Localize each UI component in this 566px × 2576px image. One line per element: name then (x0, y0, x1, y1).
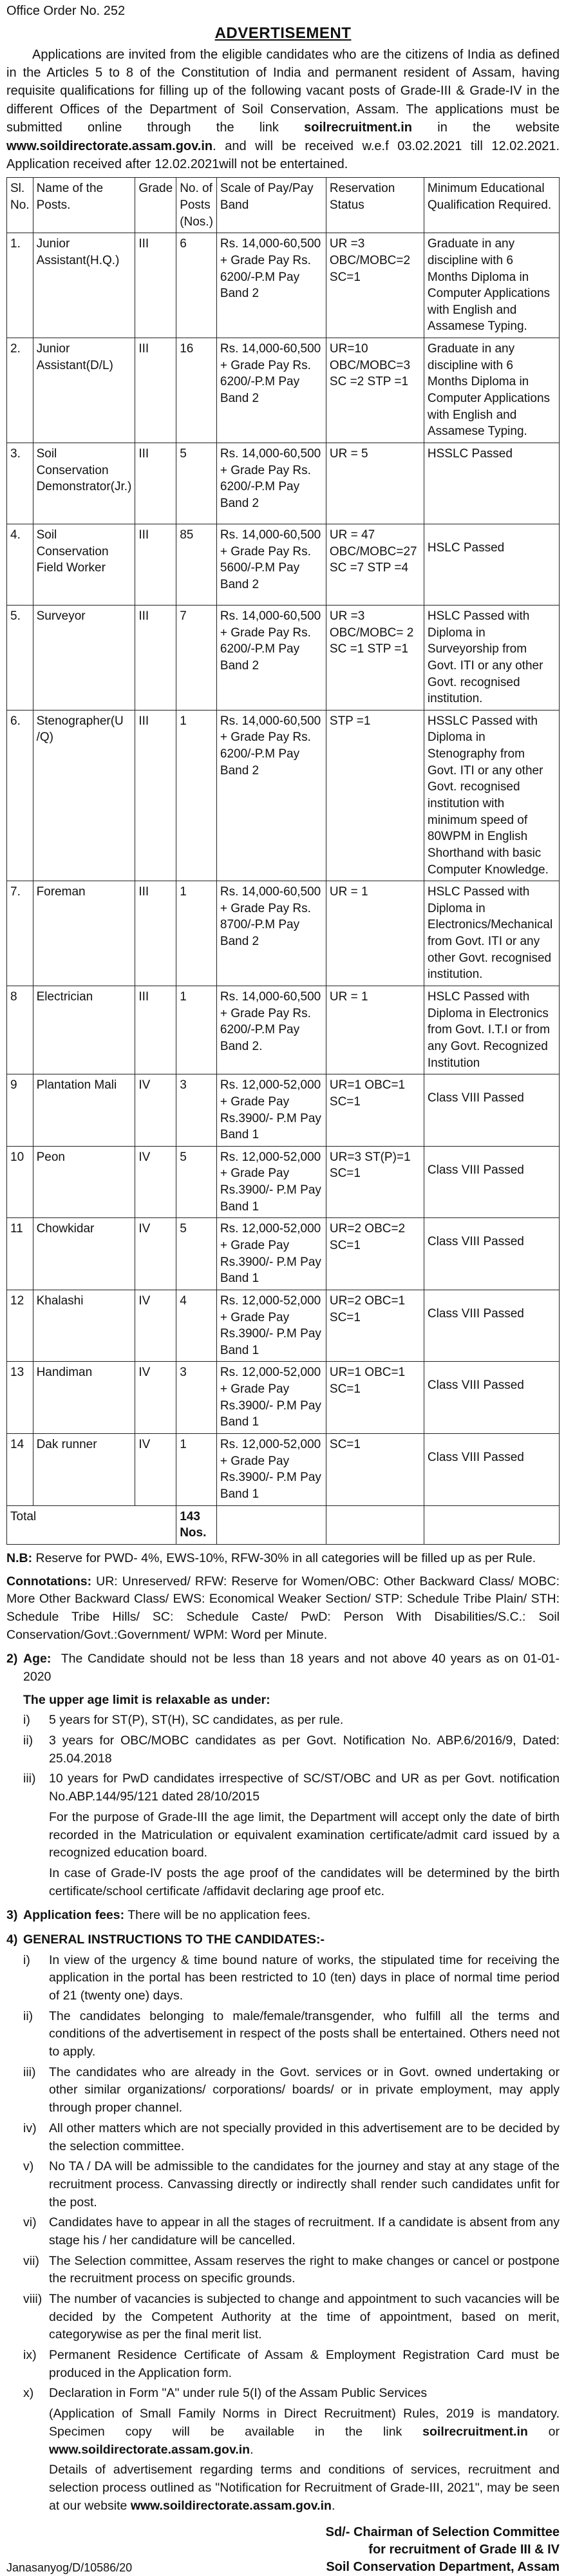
list-item-number: ii) (23, 1733, 33, 1748)
cell-empty (424, 1505, 559, 1544)
general-instructions-section (6, 1931, 560, 2515)
cell-grade: III (135, 605, 176, 710)
cell-scale: Rs. 12,000-52,000 + Grade Pay Rs.3900/- P.M Pay Band 1 (216, 1434, 326, 1506)
cell-qualification (424, 1290, 559, 1362)
table-row (7, 1218, 560, 1290)
list-item-text: 10 years for PwD candidates irrespective of SC/ST/OBC and UR as per Govt. notification No.ABP.144/95/121 dated 28/10/2015 (49, 1771, 560, 1804)
cell-reservation: UR = 47 OBC/MOBC=27 SC =7 STP =4 (326, 524, 424, 605)
signature-line-2: for recruitment of Grade III & IV (368, 2543, 560, 2557)
cell-name: Chowkidar (33, 1218, 135, 1290)
cell-no: 3 (176, 1362, 217, 1434)
list-item (23, 2214, 560, 2249)
age-text: The Candidate should not be less than 18 years and not above 40 years as on 01-01-2020 (23, 1652, 560, 1684)
cell-no: 5 (176, 1218, 217, 1290)
cell-reservation: UR=1 OBC=1 SC=1 (326, 1362, 424, 1434)
cell-grade: III (135, 524, 176, 605)
cell-name: Junior Assistant(D/L) (33, 338, 135, 443)
qualification-text: Class VIII Passed (427, 1451, 524, 1465)
cell-sl: 7. (7, 881, 33, 986)
cell-scale: Rs. 14,000-60,500 + Grade Pay Rs. 6200/-P.M Pay Band 2 (216, 605, 326, 710)
cell-sl: 11 (7, 1218, 33, 1290)
list-item-text: In view of the urgency & time bound nature of works, the stipulated time for receiving the application in the portal has been restricted to 10 (ten) days in place of normal time period of 21 (twenty one) days. (49, 1952, 560, 2003)
cell-reservation: STP =1 (326, 710, 424, 881)
list-item (23, 2158, 560, 2211)
cell-qualification (424, 1362, 559, 1434)
cell-qualification (424, 1146, 559, 1218)
list-item-text: No TA / DA will be admissible to the candidates for the journey and stay at any stage of the recruitment process. Canvassing directly or indirectly shall render such candidates unfit for the post. (49, 2159, 560, 2209)
cell-scale: Rs. 12,000-52,000 + Grade Pay Rs.3900/- P.M Pay Band 1 (216, 1074, 326, 1147)
cell-reservation: UR =3 OBC/MOBC=2 SC=1 (326, 233, 424, 338)
list-item-text: Permanent Residence Certificate of Assam & Employment Registration Card must be produced in the Application form. (49, 2348, 560, 2380)
table-row (7, 986, 560, 1074)
table-row (7, 443, 560, 524)
cell-name: Foreman (33, 881, 135, 986)
list-item (23, 2291, 560, 2344)
list-item (23, 2253, 560, 2288)
cell-name: Surveyor (33, 605, 135, 710)
col-header-reservation: Reservation Status (326, 178, 424, 233)
cell-reservation: UR=2 OBC=2 SC=1 (326, 1218, 424, 1290)
list-item-text: 5 years for ST(P), ST(H), SC candidates, as per rule. (49, 1713, 344, 1728)
cell-reservation: UR=3 ST(P)=1 SC=1 (326, 1146, 424, 1218)
list-item (23, 2347, 560, 2382)
cell-no: 1 (176, 1434, 217, 1506)
declaration-text: . (250, 2442, 254, 2457)
cell-grade: III (135, 710, 176, 881)
cell-reservation: SC=1 (326, 1434, 424, 1506)
fees-section-number: 3) (6, 1908, 18, 1923)
cell-grade: IV (135, 1362, 176, 1434)
details-text: . (331, 2498, 335, 2513)
general-heading: GENERAL INSTRUCTIONS TO THE CANDIDATES:- (23, 1932, 325, 1947)
order-number: Office Order No. 252 (6, 4, 126, 18)
qualification-text: Class VIII Passed (427, 1091, 524, 1105)
intro-text-1: Applications are invited from the eligible candidates who are the citizens of India as defined in the Articles 5 to 8 of the Constitution of India and permanent resident of Assam, having requisite qualifications for filling up of the following vacant posts of Grade-III & Grade-IV in the different Offices of the Department of Soil Conservation, Assam. The applications must be submitted online through the link (6, 47, 560, 135)
list-item (23, 2064, 560, 2117)
cell-no: 5 (176, 1146, 217, 1218)
table-row (7, 1434, 560, 1506)
table-row (7, 881, 560, 986)
table-row (7, 1290, 560, 1362)
footer (6, 2524, 560, 2576)
qualification-text: Class VIII Passed (427, 1306, 524, 1321)
fees-text: There will be no application fees. (127, 1908, 311, 1923)
cell-qualification (424, 1434, 559, 1506)
table-row (7, 1074, 560, 1147)
cell-name: Plantation Mali (33, 1074, 135, 1147)
nb-note (6, 1550, 560, 1568)
cell-reservation: UR = 1 (326, 986, 424, 1074)
cell-sl: 5. (7, 605, 33, 710)
cell-no: 5 (176, 443, 217, 524)
qualification-text: Class VIII Passed (427, 1379, 524, 1393)
page-title: ADVERTISEMENT (214, 24, 352, 42)
cell-scale: Rs. 14,000-60,500 + Grade Pay Rs. 6200/-P.M Pay Band 2 (216, 710, 326, 881)
connotations-label: Connotations: (6, 1574, 92, 1589)
age-grade4-paragraph: In case of Grade-IV posts the age proof of the candidates will be determined by the birth certificate/school certificate /affidavit declaring age proof etc. (49, 1865, 560, 1898)
cell-name: Khalashi (33, 1290, 135, 1362)
cell-no: 1 (176, 710, 217, 881)
cell-scale: Rs. 12,000-52,000 + Grade Pay Rs.3900/- P.M Pay Band 1 (216, 1218, 326, 1290)
list-item-number: vi) (23, 2215, 37, 2230)
general-section-number: 4) (6, 1932, 18, 1947)
age-grade3-paragraph: For the purpose of Grade-III the age limit, the Department will accept only the date of birth recorded in the Matriculation or equivalent examination certificate/admit card issued by a recognized education board. (49, 1809, 560, 1860)
cell-no: 7 (176, 605, 217, 710)
cell-grade: III (135, 881, 176, 986)
cell-name: Stenographer(U /Q) (33, 710, 135, 881)
cell-qualification: Graduate in any discipline with 6 Months Diploma in Computer Applications with English and Assamese Typing. (424, 233, 559, 338)
cell-grade: IV (135, 1074, 176, 1147)
signature-line-1: Sd/- Chairman of Selection Committee (325, 2525, 560, 2540)
details-paragraph (49, 2461, 560, 2515)
list-item-number: v) (23, 2159, 34, 2174)
table-header-row (7, 178, 560, 233)
col-header-sl: Sl. No. (7, 178, 33, 233)
list-item (23, 2008, 560, 2061)
col-header-qualification: Minimum Educational Qualification Required. (424, 178, 559, 233)
nb-text: Reserve for PWD- 4%, EWS-10%, RFW-30% in all categories will be filled up as per Rule. (35, 1550, 536, 1565)
cell-empty (216, 1505, 326, 1544)
list-item-number: i) (23, 1713, 30, 1728)
list-item (23, 1952, 560, 2005)
col-header-grade: Grade (135, 178, 176, 233)
cell-grade: IV (135, 1146, 176, 1218)
cell-qualification: HSSLC Passed (424, 443, 559, 524)
cell-name: Junior Assistant(H.Q.) (33, 233, 135, 338)
cell-no: 1 (176, 881, 217, 986)
cell-reservation: UR = 1 (326, 881, 424, 986)
col-header-no: No. of Posts (Nos.) (176, 178, 217, 233)
cell-grade: IV (135, 1218, 176, 1290)
table-row (7, 233, 560, 338)
cell-name: Dak runner (33, 1434, 135, 1506)
website-link[interactable]: www.soildirectorate.assam.gov.in (6, 138, 213, 153)
signature-block (326, 2524, 560, 2576)
list-item (23, 2120, 560, 2155)
cell-empty (326, 1505, 424, 1544)
list-item (23, 1732, 560, 1768)
cell-grade: III (135, 338, 176, 443)
fees-section (6, 1907, 560, 1925)
list-item-number: vii) (23, 2253, 39, 2268)
cell-reservation: UR=1 OBC=1 SC=1 (326, 1074, 424, 1147)
connotations (6, 1573, 560, 1645)
cell-scale: Rs. 14,000-60,500 + Grade Pay Rs. 6200/-P.M Pay Band 2 (216, 233, 326, 338)
cell-scale: Rs. 12,000-52,000 + Grade Pay Rs.3900/- P.M Pay Band 1 (216, 1290, 326, 1362)
cell-no: 16 (176, 338, 217, 443)
cell-sl: 12 (7, 1290, 33, 1362)
cell-qualification (424, 1218, 559, 1290)
details-text: Details of advertisement regarding terms and conditions of services, recruitment and selection process outlined as "Notification for Recruitment of Grade-III, 2021", may be seen at our website (49, 2463, 560, 2513)
cell-scale: Rs. 14,000-60,500 + Grade Pay Rs. 6200/-P.M Pay Band 2 (216, 443, 326, 524)
declaration-text: or (527, 2424, 560, 2439)
cell-sl: 10 (7, 1146, 33, 1218)
cell-scale: Rs. 14,000-60,500 + Grade Pay Rs. 6200/-P.M Pay Band 2 (216, 338, 326, 443)
total-label: Total (7, 1505, 176, 1544)
age-relax-heading: The upper age limit is relaxable as under: (23, 1692, 270, 1707)
list-item-text: The number of vacancies is subjected to change and appointment to such vacancies will be decided by the Competent Authority at the time of appointment, based on merit, categorywise as per the final merit list. (49, 2292, 560, 2342)
cell-sl: 3. (7, 443, 33, 524)
list-item-text: The Selection committee, Assam reserves the right to make changes or cancel or postpone the recruitment process on specific grounds. (49, 2253, 560, 2286)
cell-qualification (424, 1074, 559, 1147)
cell-sl: 2. (7, 338, 33, 443)
table-row (7, 338, 560, 443)
cell-reservation: UR=10 OBC/MOBC=3 SC =2 STP =1 (326, 338, 424, 443)
cell-grade: IV (135, 1290, 176, 1362)
list-item (23, 2385, 560, 2403)
cell-name: Soil Conservation Field Worker (33, 524, 135, 605)
declaration-paragraph (49, 2405, 560, 2459)
table-total-row (7, 1505, 560, 1544)
list-item (23, 1770, 560, 1806)
website-link[interactable]: www.soildirectorate.assam.gov.in (49, 2442, 250, 2457)
cell-scale: Rs. 14,000-60,500 + Grade Pay Rs. 8700/-P.M Pay Band 2 (216, 881, 326, 986)
table-row (7, 605, 560, 710)
vacancy-table (6, 177, 560, 1545)
cell-sl: 4. (7, 524, 33, 605)
recruitment-link[interactable]: soilrecruitment.in (304, 120, 412, 135)
list-item-number: x) (23, 2386, 34, 2401)
total-value: 143 Nos. (176, 1505, 217, 1544)
declaration-text: (Application of Small Family Norms in Direct Recruitment) Rules, 2019 is mandatory. Specimen copy will be available in the link (49, 2407, 560, 2439)
cell-grade: IV (135, 1434, 176, 1506)
cell-qualification: HSSLC Passed with Diploma in Stenography from Govt. ITI or any other Govt. recognised institution with minimum speed of 80WPM in English Shorthand with basic Computer Knowledge. (424, 710, 559, 881)
list-item-number: viii) (23, 2292, 42, 2307)
intro-text-2: in the website (411, 120, 560, 135)
list-item-text: All other matters which are not specially provided in this advertisement are to be decided by the selection committee. (49, 2121, 560, 2153)
cell-sl: 8 (7, 986, 33, 1074)
cell-scale: Rs. 12,000-52,000 + Grade Pay Rs.3900/- P.M Pay Band 1 (216, 1146, 326, 1218)
list-item-text: Candidates have to appear in all the stages of recruitment. If a candidate is absent from any stage his / her candidature will be cancelled. (49, 2215, 560, 2247)
cell-sl: 6. (7, 710, 33, 881)
list-item-number: ix) (23, 2348, 37, 2363)
cell-sl: 14 (7, 1434, 33, 1506)
cell-name: Electrician (33, 986, 135, 1074)
cell-no: 6 (176, 233, 217, 338)
col-header-name: Name of the Posts. (33, 178, 135, 233)
cell-no: 85 (176, 524, 217, 605)
col-header-scale: Scale of Pay/Pay Band (216, 178, 326, 233)
cell-scale: Rs. 14,000-60,500 + Grade Pay Rs. 5600/-P.M Pay Band 2 (216, 524, 326, 605)
website-link[interactable]: www.soildirectorate.assam.gov.in (130, 2498, 332, 2513)
footer-reference: Janasanyog/D/10586/20 (6, 2561, 133, 2575)
cell-qualification: HSLC Passed with Diploma in Surveyorship from Govt. ITI or any other Govt. recognised institution. (424, 605, 559, 710)
table-row (7, 524, 560, 605)
age-section (6, 1650, 560, 1900)
list-item-number: iii) (23, 1771, 36, 1786)
cell-reservation: UR=2 OBC=1 SC=1 (326, 1290, 424, 1362)
cell-sl: 9 (7, 1074, 33, 1147)
recruitment-link[interactable]: soilrecruitment.in (422, 2424, 528, 2439)
cell-name: Soil Conservation Demonstrator(Jr.) (33, 443, 135, 524)
list-item-number: ii) (23, 2008, 33, 2023)
cell-name: Peon (33, 1146, 135, 1218)
cell-scale: Rs. 12,000-52,000 + Grade Pay Rs.3900/- P.M Pay Band 1 (216, 1362, 326, 1434)
list-item-text: 3 years for OBC/MOBC candidates as per Govt. Notification No. ABP.6/2016/9, Dated: 25.04.2018 (49, 1733, 560, 1766)
qualification-text: Class VIII Passed (427, 1163, 524, 1177)
fees-label: Application fees: (23, 1908, 125, 1923)
table-row (7, 710, 560, 881)
list-item-number: iii) (23, 2065, 36, 2079)
age-label: Age: (23, 1652, 52, 1666)
cell-qualification (424, 524, 559, 605)
cell-grade: III (135, 986, 176, 1074)
table-row (7, 1146, 560, 1218)
nb-label: N.B: (6, 1550, 33, 1565)
intro-paragraph (6, 46, 560, 174)
list-item-number: iv) (23, 2121, 37, 2135)
cell-qualification: HSLC Passed with Diploma in Electronics from Govt. I.T.I or from any Govt. Recognized Institution (424, 986, 559, 1074)
cell-scale: Rs. 14,000-60,500 + Grade Pay Rs. 6200/-P.M Pay Band 2. (216, 986, 326, 1074)
cell-sl: 13 (7, 1362, 33, 1434)
cell-grade: III (135, 443, 176, 524)
cell-grade: III (135, 233, 176, 338)
cell-no: 4 (176, 1290, 217, 1362)
list-item-text: The candidates belonging to male/female/transgender, who fulfill all the terms and conditions of the advertisement in respect of the posts shall be entertained. Others need not to apply. (49, 2008, 560, 2059)
cell-reservation: UR = 5 (326, 443, 424, 524)
qualification-text: Class VIII Passed (427, 1235, 524, 1249)
list-item-number: i) (23, 1952, 30, 1967)
cell-qualification: HSLC Passed with Diploma in Electronics/Mechanical from Govt. ITI or any other Govt. recognised institution. (424, 881, 559, 986)
connotations-text: UR: Unreserved/ RFW: Reserve for Women/OBC: Other Backward Class/ MOBC: More Other Backward Class/ EWS: Economical Weaker Section/ STP: Schedule Tribe Plain/ STH: Schedule Tribe Hills/ SC: Schedule Caste/ PwD: Person With Disabilities/S.C.: Soil Conservation/Govt.:Government/ WPM: Word per Minute. (6, 1574, 560, 1642)
cell-no: 3 (176, 1074, 217, 1147)
table-row (7, 1362, 560, 1434)
cell-qualification: Graduate in any discipline with 6 Months Diploma in Computer Applications with English and Assamese Typing. (424, 338, 559, 443)
intro-text-3: . and will be received w.e.f 03.02.2021 till 12.02.2021. Application received after 12.02.2021will not be entertained. (6, 138, 560, 171)
signature-line-3: Soil Conservation Department, Assam (326, 2560, 560, 2575)
age-section-number: 2) (6, 1652, 18, 1666)
list-item-text: Declaration in Form "A" under rule 5(I) of the Assam Public Services (49, 2386, 428, 2401)
list-item (23, 1712, 560, 1730)
cell-name: Handiman (33, 1362, 135, 1434)
cell-sl: 1. (7, 233, 33, 338)
cell-no: 1 (176, 986, 217, 1074)
qualification-text: HSLC Passed (427, 540, 505, 555)
cell-reservation: UR =3 OBC/MOBC= 2 SC =1 STP =1 (326, 605, 424, 710)
list-item-text: The candidates who are already in the Govt. services or in Govt. owned undertaking or other similar organizations/ corporations/ boards/ or in private employment, may apply through proper channel. (49, 2065, 560, 2115)
